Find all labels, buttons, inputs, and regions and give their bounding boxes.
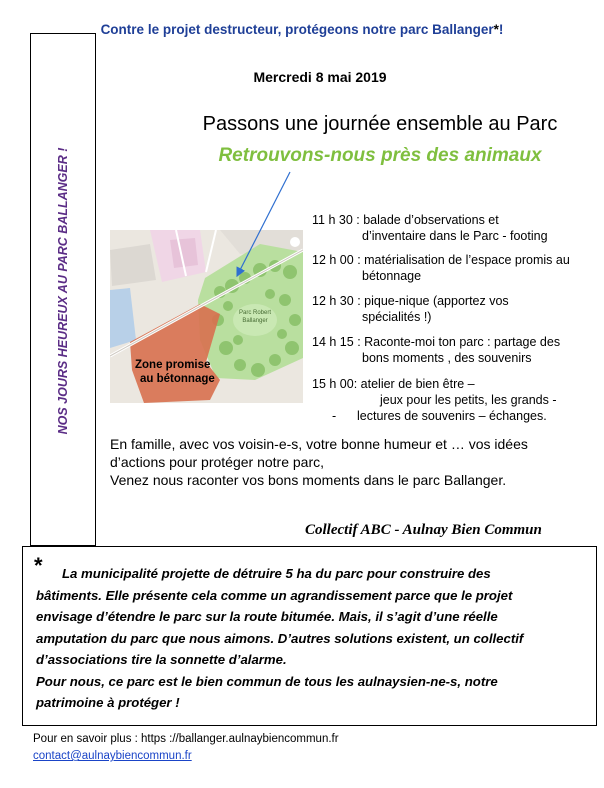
slogan-asterisk: * [493,22,499,37]
schedule-desc-cont: spécialités !) [362,310,432,324]
schedule-desc: matérialisation de l’espace promis au [364,253,570,267]
schedule-desc-cont: d’inventaire dans le Parc - footing [362,229,548,243]
schedule-time: 12 h 30 [312,294,354,308]
schedule-item: 11 h 30 : balade d’observations et d’inventaire dans le Parc - footing [312,213,548,243]
map-zone-label-2: au bétonnage [140,373,215,385]
event-headline: Passons une journée ensemble au Parc [202,113,558,135]
note-line: amputation du parc que nous aimons. D’autres solutions existent, un collectif [36,630,524,646]
note-line: La municipalité projette de détruire 5 ha du parc pour construire des [62,566,491,581]
event-date: Mercredi 8 mai 2019 [253,69,387,85]
note-asterisk: * [34,553,43,578]
schedule-item: 14 h 15 : Raconte-moi ton parc : partage des bons moments , des souvenirs [312,335,561,365]
map-zone-label-1: Zone promise [135,359,211,371]
contact-email-link[interactable]: contact@aulnaybiencommun.fr [33,750,192,762]
note-line: patrimoine à protéger ! [36,695,180,710]
schedule-time: 12 h 00 [312,253,354,267]
map-park-name-2: Ballanger [242,318,268,324]
invitation-paragraph [110,435,590,489]
more-info-text: Pour en savoir plus : https ://ballanger.aulnaybiencommun.fr [33,733,339,745]
schedule-desc-cont: bons moments , des souvenirs [362,351,532,365]
note-text [36,563,588,714]
schedule-desc-cont: bétonnage [362,269,422,283]
schedule-desc: pique-nique (apportez vos [364,294,509,308]
schedule-desc: Raconte-moi ton parc : partage des [364,335,561,349]
schedule-item: 12 h 30 : pique-nique (apportez vos spécialités !) [312,294,509,324]
schedule-item: 12 h 00 : matérialisation de l’espace promis au bétonnage [312,253,570,283]
collective-signature: Collectif ABC - Aulnay Bien Commun [305,522,542,538]
map-graphic [110,230,303,403]
schedule-desc-cont: jeux pour les petits, les grands - [380,393,557,407]
park-map-image [110,230,303,403]
invitation-line: d’actions pour protéger notre parc, [110,454,325,470]
schedule-desc: atelier de bien être – [360,377,475,391]
slogan-text: Contre le projet destructeur, protégeons notre parc Ballanger [100,22,494,37]
note-line: Pour nous, ce parc est le bien commun de tous les aulnaysien-ne-s, notre [36,673,498,689]
note-line: bâtiments. Elle présente cela comme un agrandissement parce que le projet [36,587,513,603]
slogan-exclamation: ! [498,22,504,37]
side-banner-text: NOS JOURS HEUREUX AU PARC BALLANGER ! [56,147,70,435]
schedule-desc-last: lectures de souvenirs – échanges. [357,409,547,423]
invitation-line: En famille, avec vos voisin-e-s, votre bonne humeur et … vos idées [110,436,528,452]
note-line: envisage d’étendre le parc sur la route bitumée. Mais, il s’agit d’une réelle [36,609,498,624]
schedule-desc: balade d’observations et [363,213,499,227]
schedule-time: 15 h 00 [312,377,354,391]
schedule-time: 14 h 15 [312,335,354,349]
map-park-name-1: Parc Robert [238,310,272,316]
schedule-time: 11 h 30 [312,213,353,227]
schedule-item: 15 h 00: atelier de bien être – jeux pour les petits, les grands - - lectures de souvenirs – échanges. [312,377,557,423]
event-subheadline: Retrouvons-nous près des animaux [218,145,542,166]
schedule-desc-cont: - lectures de souvenirs – échanges. [332,409,547,423]
invitation-line: Venez nous raconter vos bons moments dans le parc Ballanger. [110,472,507,488]
note-line: d’associations tire la sonnette d’alarme. [36,652,287,667]
